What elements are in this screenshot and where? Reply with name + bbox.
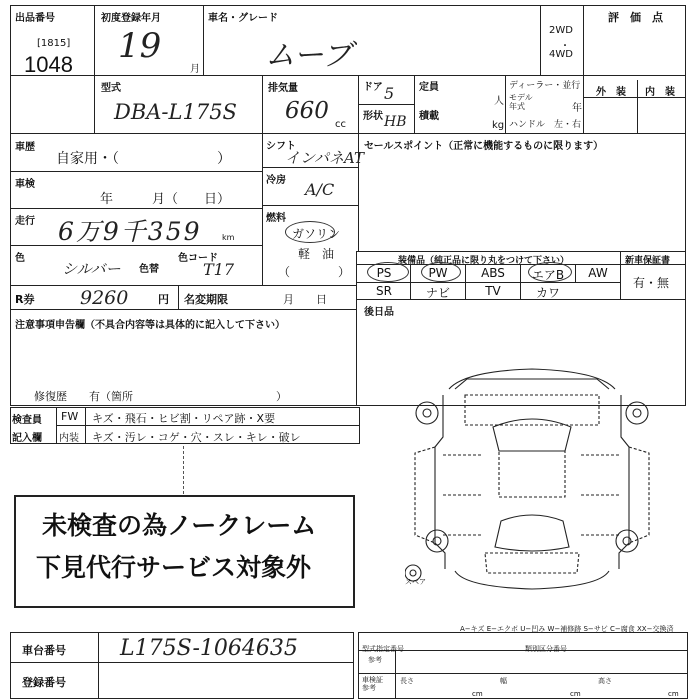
car-name-label: 車名・グレード (208, 13, 278, 24)
fuel-circle-mark (285, 221, 335, 243)
name-change-value: 月 日 (283, 293, 327, 306)
class-label: 類別区分番号 (525, 645, 567, 653)
wheel-front-left (416, 402, 438, 424)
wheel-rear-left (426, 530, 448, 552)
warranty-value: 有・無 (633, 276, 670, 290)
capacity-unit: 人 (494, 96, 504, 107)
equip-abs: ABS (481, 266, 505, 280)
r-value: 9260 (80, 287, 129, 309)
drive-4wd: 4WD (549, 49, 573, 60)
door-value: 5 (384, 84, 395, 103)
chassis-label: 車台番号 (22, 644, 66, 657)
divider (178, 285, 179, 309)
model-year-label: モデル 年式 (509, 93, 533, 111)
divider (520, 264, 521, 299)
divider (85, 407, 86, 444)
ac-label: 冷房 (266, 175, 286, 186)
sales-point-label: セールスポイント（正常に機能するものに限ります） (364, 141, 604, 152)
notice-line-2: 下見代行サービス対象外 (36, 554, 312, 582)
color-code-value: T17 (203, 260, 235, 279)
divider (356, 299, 686, 300)
equip-aw: AW (588, 266, 608, 280)
width-unit: cm (570, 690, 581, 698)
divider (356, 282, 620, 283)
divider (10, 75, 686, 76)
divider (414, 75, 415, 133)
ac-value: A/C (305, 180, 335, 199)
reg-label: 登録番号 (22, 676, 66, 689)
displacement-value: 660 (285, 98, 329, 124)
length-label: 長さ (400, 677, 414, 685)
divider (540, 5, 541, 75)
divider (637, 80, 638, 133)
equip-pw-circle-mark (421, 262, 461, 282)
color-label: 色 (15, 253, 25, 264)
divider (262, 205, 358, 206)
divider (356, 251, 686, 252)
displacement-unit: cc (335, 119, 346, 130)
dealer-label: ディーラー・並行 (509, 81, 581, 91)
divider (10, 133, 686, 134)
eval-label: 評 価 点 (608, 11, 663, 24)
width-label: 幅 (500, 677, 507, 685)
divider (575, 264, 576, 282)
lot-sub: [1815] (37, 38, 71, 49)
door-label: ドア (363, 82, 383, 93)
later-label: 後日品 (364, 307, 394, 318)
mileage-value: 6万9千359 (58, 217, 202, 246)
damage-legend: A−キズ E−エクボ U−凹み W−補修跡 S−サビ C−腐食 XX−交換済 (460, 625, 674, 633)
fw-tag: FW (61, 410, 79, 423)
car-damage-diagram (405, 355, 660, 600)
chassis-value: L175S-1064635 (120, 636, 298, 661)
length-unit: cm (472, 690, 483, 698)
divider (465, 264, 466, 299)
lot-label: 出品番号 (15, 13, 55, 24)
drive-2wd: 2WD (549, 25, 573, 36)
shaken-value: 年 月（ 日） (100, 192, 231, 207)
divider (583, 5, 584, 133)
divider (10, 285, 356, 286)
year-unit: 年 (572, 103, 582, 114)
model-value: DBA-L175S (114, 100, 237, 124)
equip-leather: カワ (535, 286, 560, 300)
wheel-front-right (626, 402, 648, 424)
fuel-value-gasoline: ガソリン (292, 227, 341, 241)
shift-value: インパネAT (285, 149, 364, 167)
car-name-value: ムーブ (265, 38, 352, 73)
history-label: 車歴 (15, 142, 35, 153)
history-value: 自家用・（ ） (56, 151, 231, 167)
rear-bumper-outline (455, 571, 609, 589)
displacement-label: 排気量 (268, 83, 298, 94)
divider (10, 171, 262, 172)
interior-tag: 内装 (59, 433, 79, 444)
divider (262, 75, 263, 133)
ref-label: 参考 (368, 656, 382, 664)
shaken-label: 車検 (15, 179, 35, 190)
exterior-label: 外 装 (596, 87, 626, 98)
divider (98, 632, 99, 699)
cert-ref-label: 車検証 参考 (362, 676, 383, 692)
divider (10, 309, 356, 310)
shape-value: HB (384, 114, 407, 130)
equip-ps-circle-mark (367, 262, 409, 282)
drive-dot: ・ (560, 41, 570, 52)
spare-label: スペア (405, 578, 426, 586)
divider (505, 75, 506, 133)
name-change-label: 名変期限 (184, 293, 228, 306)
divider (262, 133, 263, 285)
divider (620, 251, 621, 299)
hood-outline (465, 395, 599, 425)
fw-text: キズ・飛石・ヒビ割・リペア跡・X要 (92, 412, 276, 425)
equip-navi: ナビ (425, 286, 450, 300)
divider (356, 251, 357, 406)
divider (410, 264, 411, 299)
height-label: 高さ (598, 677, 612, 685)
notice-line-1: 未検査の為ノークレーム (42, 512, 317, 540)
equip-tv: TV (485, 284, 501, 298)
mileage-label: 走行 (15, 216, 35, 227)
model-label: 型式 (101, 83, 121, 94)
capacity-label: 定員 (419, 82, 439, 93)
repair-history-label: 修復歴 有（箇所 ） (34, 390, 287, 403)
handle-label: ハンドル 左・右 (509, 120, 582, 130)
rear-window-outline (495, 515, 569, 551)
divider (10, 662, 354, 663)
notes-label: 注意事項申告欄（不具合内容等は具体的に記入して下さい） (15, 320, 285, 331)
r-label: R券 (15, 293, 35, 306)
month-unit: 月 (190, 64, 200, 75)
equip-airbag: エアB (531, 268, 565, 282)
divider (203, 5, 204, 75)
model-cert-label: 型式指定番号 (362, 645, 404, 653)
fuel-value-diesel: 軽 油 (298, 247, 335, 261)
divider (358, 673, 688, 674)
windshield-outline (493, 419, 571, 451)
color-code-label: 色コード (178, 253, 218, 264)
equipment-header: 装備品（純正品に限り丸をつけて下さい） (398, 256, 570, 266)
warranty-label: 新車保証書 (625, 256, 671, 266)
divider (56, 407, 57, 444)
height-unit: cm (668, 690, 679, 698)
equip-pw: PW (428, 266, 448, 280)
lot-number: 1048 (24, 52, 73, 77)
wheel-rear-right (616, 530, 638, 552)
color-value: シルバー (62, 260, 121, 278)
shift-label: シフト (266, 141, 296, 152)
divider (395, 650, 396, 699)
interior-label: 内 装 (645, 87, 675, 98)
divider (358, 104, 414, 105)
load-label: 積載 (419, 111, 439, 122)
r-unit: 円 (158, 293, 169, 306)
color-change-label: 色替 (139, 264, 159, 275)
inspector-label-2: 記入欄 (12, 433, 42, 444)
dashed-guide (183, 446, 184, 494)
reg-year-label: 初度登録年月 (101, 13, 161, 24)
load-unit: kg (492, 120, 505, 131)
cert-box (358, 632, 688, 699)
shape-label: 形状 (363, 111, 383, 122)
fuel-value-other: （ ） (278, 265, 351, 279)
reg-year-value: 19 (118, 26, 162, 66)
equip-airbag-circle-mark (528, 262, 572, 282)
divider (94, 5, 95, 133)
divider (10, 208, 262, 209)
mileage-unit: km (222, 233, 235, 242)
divider (358, 650, 688, 651)
interior-text: キズ・汚レ・コゲ・穴・スレ・キレ・破レ (92, 431, 301, 444)
fuel-label: 燃料 (266, 213, 286, 224)
equip-sr: SR (376, 284, 392, 298)
equip-ps: PS (376, 266, 392, 280)
inspector-label-1: 検査員 (12, 415, 42, 426)
